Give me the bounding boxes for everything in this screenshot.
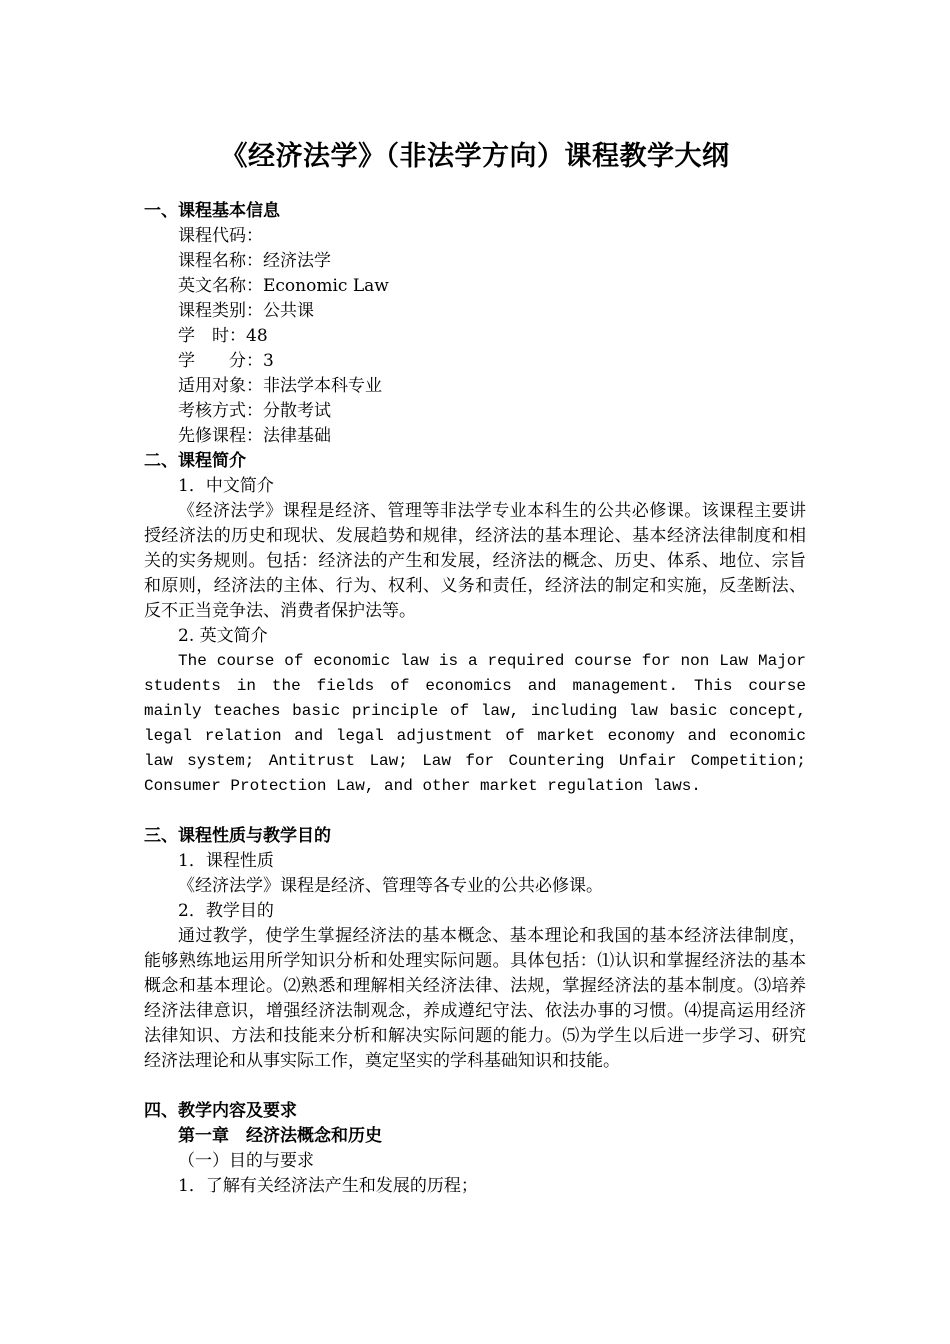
nature-label: 1．课程性质 <box>178 851 274 871</box>
cn-intro-text: 《经济法学》课程是经济、管理等非法学专业本科生的公共必修课。该课程主要讲授经济法的历史和现状、发展趋势和规律，经济法的基本理论、基本经济法律制度和相关的实务规则。包括：经济法的产生和发展，经济法的概念、历史、体系、地位、宗旨和原则，经济法的主体、行为、权利、义务和责任，经济法的制定和实施，反垄断法、反不正当竞争法、消费者保护法等。 <box>144 501 806 621</box>
info-row <box>144 274 806 299</box>
info-key: 学 时： <box>178 326 246 346</box>
info-key: 先修课程： <box>178 426 263 446</box>
info-row <box>144 399 806 424</box>
info-row <box>144 249 806 274</box>
chapter-title: 第一章 经济法概念和历史 <box>178 1126 382 1146</box>
nature-text: 《经济法学》课程是经济、管理等各专业的公共必修课。 <box>178 876 603 896</box>
info-key: 英文名称： <box>178 276 263 296</box>
info-key: 课程代码： <box>178 226 263 246</box>
info-row <box>144 224 806 249</box>
info-value: 法律基础 <box>263 426 331 446</box>
section-heading-content: 四、教学内容及要求 <box>144 1101 297 1121</box>
goal-text: 通过教学，使学生掌握经济法的基本概念、基本理论和我国的基本经济法律制度，能够熟练地运用所学知识分析和处理实际问题。具体包括：⑴认识和掌握经济法的基本概念和基本理论。⑵熟悉和理解相关经济法律、法规，掌握经济法的基本制度。⑶培养经济法律意识，增强经济法制观念，养成遵纪守法、依法办事的习惯。⑷提高运用经济法律知识、方法和技能来分析和解决实际问题的能力。⑸为学生以后进一步学习、研究经济法理论和从事实际工作，奠定坚实的学科基础知识和技能。 <box>144 926 806 1071</box>
info-key: 适用对象： <box>178 376 263 396</box>
info-row <box>144 374 806 399</box>
subsection-label: （一）目的与要求 <box>178 1151 314 1171</box>
section-heading-basic-info: 一、课程基本信息 <box>144 201 280 221</box>
info-key: 考核方式： <box>178 401 263 421</box>
cn-intro-label: 1．中文简介 <box>178 476 274 496</box>
en-intro-label: 2. 英文简介 <box>178 626 268 646</box>
info-key: 课程类别： <box>178 301 263 321</box>
document-title: 《经济法学》（非法学方向）课程教学大纲 <box>220 141 730 172</box>
info-value: 公共课 <box>263 301 314 321</box>
goal-label: 2．教学目的 <box>178 901 274 921</box>
info-value: Economic Law <box>263 276 389 296</box>
section-heading-intro: 二、课程简介 <box>144 451 246 471</box>
document-body <box>144 199 806 1199</box>
info-row <box>144 324 806 349</box>
info-row <box>144 349 806 374</box>
info-value: 48 <box>246 326 268 346</box>
info-value: 分散考试 <box>263 401 331 421</box>
info-value: 经济法学 <box>263 251 331 271</box>
list-item: 1．了解有关经济法产生和发展的历程； <box>178 1176 478 1196</box>
info-row <box>144 299 806 324</box>
info-row <box>144 424 806 449</box>
section-heading-nature-goal: 三、课程性质与教学目的 <box>144 826 331 846</box>
info-value: 非法学本科专业 <box>263 376 382 396</box>
info-key: 学 分： <box>178 351 263 371</box>
info-key: 课程名称： <box>178 251 263 271</box>
info-value: 3 <box>263 351 274 371</box>
en-intro-text: The course of economic law is a required course for non Law Major students in the fields of economics and management. This course mainly teaches basic principle of law, including law basic concept, legal relation and legal adjustment of market economy and economic law system; Antitrust Law; Law for Countering Unfair Competition; Consumer Protection Law, and other market regulation laws. <box>144 652 806 795</box>
